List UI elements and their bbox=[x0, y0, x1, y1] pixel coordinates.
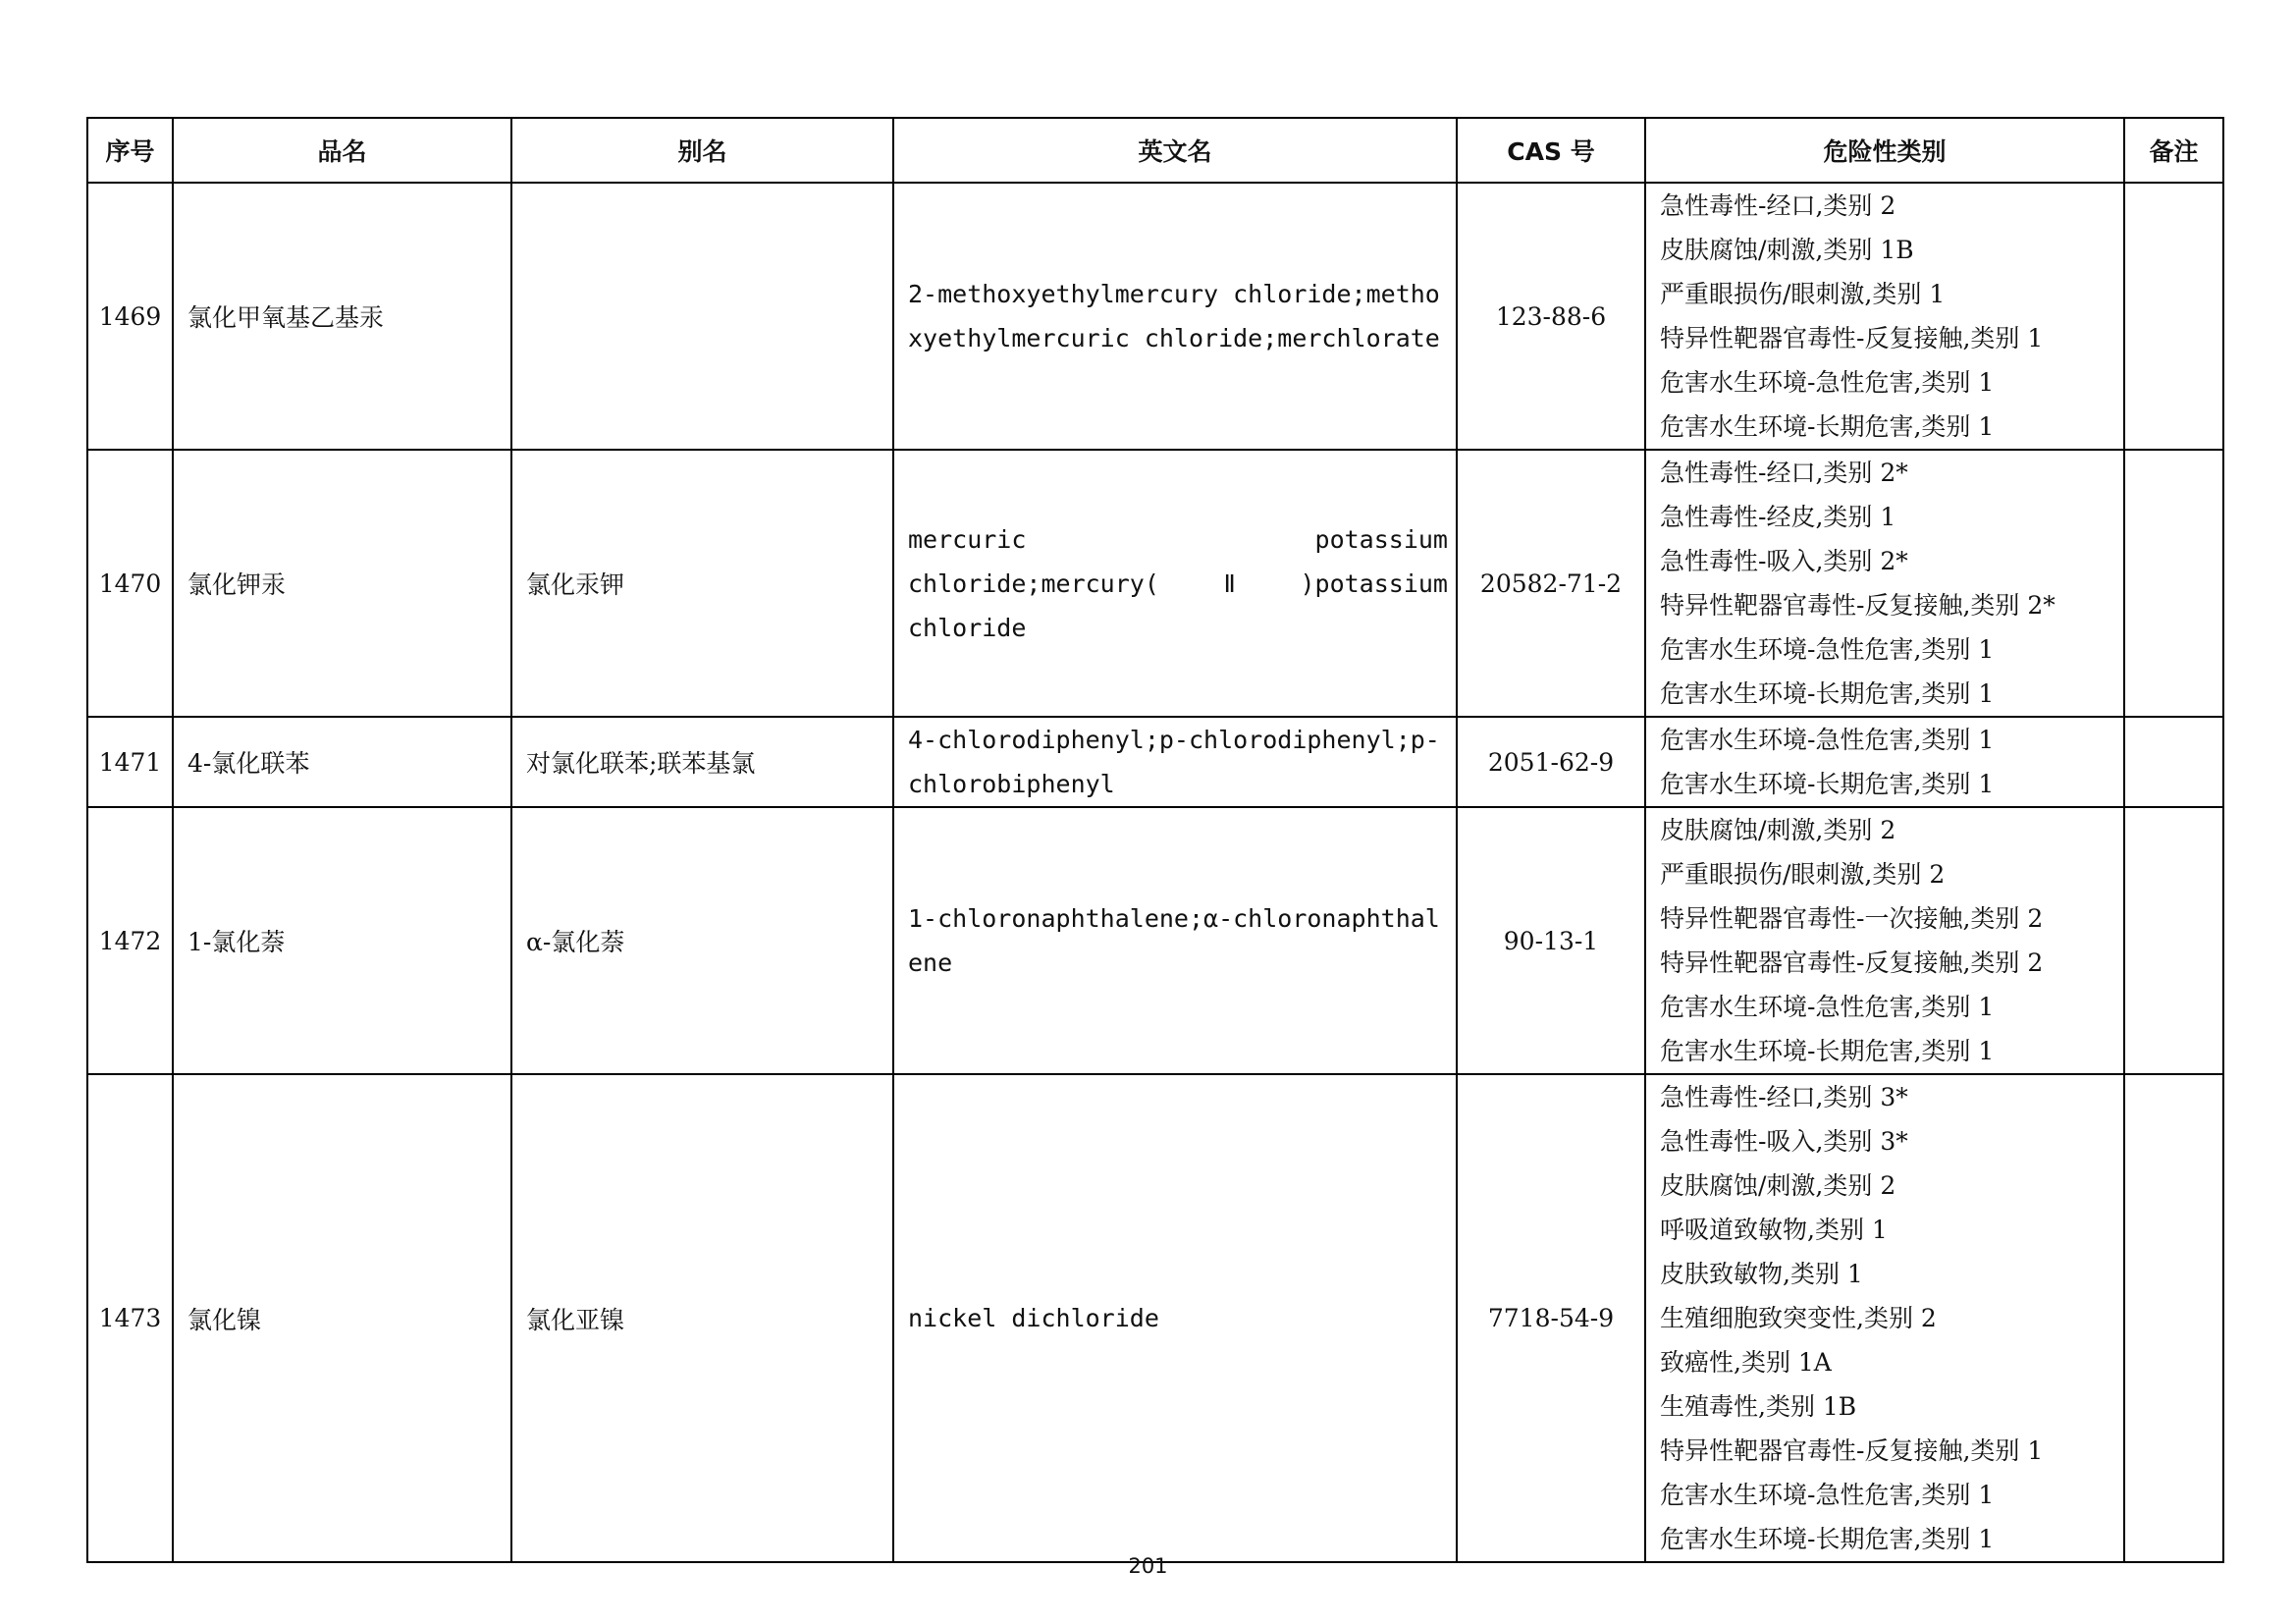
hazard-item: 严重眼损伤/眼刺激,类别 2 bbox=[1660, 860, 1946, 889]
hazard-item: 危害水生环境-长期危害,类别 1 bbox=[1660, 679, 1995, 708]
hazard-item: 生殖毒性,类别 1B bbox=[1660, 1392, 1857, 1421]
hazard-categories bbox=[1645, 450, 2124, 717]
hazard-item: 皮肤腐蚀/刺激,类别 2 bbox=[1660, 816, 1896, 844]
hazard-item: 皮肤致敏物,类别 1 bbox=[1660, 1260, 1863, 1288]
alias: 对氯化联苯;联苯基氯 bbox=[511, 717, 893, 807]
hazard-item: 皮肤腐蚀/刺激,类别 1B bbox=[1660, 236, 1914, 264]
english-name: 4-chlorodiphenyl;p-chlorodiphenyl;p-chlorobiphenyl bbox=[893, 717, 1457, 807]
remark bbox=[2124, 1074, 2223, 1562]
cas-number: 123-88-6 bbox=[1457, 183, 1645, 450]
hazard-item: 急性毒性-吸入,类别 2* bbox=[1660, 547, 1908, 575]
hazard-categories bbox=[1645, 1074, 2124, 1562]
hazard-item: 特异性靶器官毒性-反复接触,类别 1 bbox=[1660, 324, 2044, 352]
remark bbox=[2124, 450, 2223, 717]
hazard-categories bbox=[1645, 183, 2124, 450]
header-cas: CAS 号 bbox=[1457, 118, 1645, 183]
table-row bbox=[87, 450, 2223, 717]
header-row bbox=[87, 118, 2223, 183]
hazard-item: 急性毒性-吸入,类别 3* bbox=[1660, 1127, 1908, 1156]
hazard-item: 严重眼损伤/眼刺激,类别 1 bbox=[1660, 280, 1946, 308]
hazard-item: 危害水生环境-急性危害,类别 1 bbox=[1660, 726, 1995, 754]
hazard-item: 急性毒性-经口,类别 2 bbox=[1660, 191, 1896, 220]
hazard-item: 危害水生环境-长期危害,类别 1 bbox=[1660, 770, 1995, 798]
hazard-item: 危害水生环境-长期危害,类别 1 bbox=[1660, 1037, 1995, 1065]
remark bbox=[2124, 717, 2223, 807]
table-row bbox=[87, 807, 2223, 1074]
english-name: nickel dichloride bbox=[893, 1074, 1457, 1562]
row-number: 1470 bbox=[87, 450, 173, 717]
alias bbox=[511, 183, 893, 450]
hazard-categories bbox=[1645, 717, 2124, 807]
product-name: 1-氯化萘 bbox=[173, 807, 511, 1074]
table-row bbox=[87, 717, 2223, 807]
header-alias: 别名 bbox=[511, 118, 893, 183]
row-number: 1469 bbox=[87, 183, 173, 450]
hazard-item: 危害水生环境-长期危害,类别 1 bbox=[1660, 1525, 1995, 1553]
english-name: 1-chloronaphthalene;α-chloronaphthalene bbox=[893, 807, 1457, 1074]
hazard-item: 危害水生环境-急性危害,类别 1 bbox=[1660, 993, 1995, 1021]
header-english: 英文名 bbox=[893, 118, 1457, 183]
hazard-item: 危害水生环境-急性危害,类别 1 bbox=[1660, 635, 1995, 664]
hazard-item: 特异性靶器官毒性-反复接触,类别 2 bbox=[1660, 948, 2044, 977]
hazard-item: 急性毒性-经皮,类别 1 bbox=[1660, 503, 1896, 531]
header-name: 品名 bbox=[173, 118, 511, 183]
hazard-item: 危害水生环境-急性危害,类别 1 bbox=[1660, 368, 1995, 397]
hazard-item: 急性毒性-经口,类别 2* bbox=[1660, 459, 1908, 487]
hazard-item: 生殖细胞致突变性,类别 2 bbox=[1660, 1304, 1937, 1332]
remark bbox=[2124, 807, 2223, 1074]
row-number: 1471 bbox=[87, 717, 173, 807]
hazard-item: 皮肤腐蚀/刺激,类别 2 bbox=[1660, 1171, 1896, 1200]
table-row bbox=[87, 183, 2223, 450]
cas-number: 20582-71-2 bbox=[1457, 450, 1645, 717]
product-name: 氯化甲氧基乙基汞 bbox=[173, 183, 511, 450]
alias: 氯化亚镍 bbox=[511, 1074, 893, 1562]
hazard-item: 致癌性,类别 1A bbox=[1660, 1348, 1832, 1377]
page-number: 201 bbox=[1128, 1554, 1168, 1578]
hazard-item: 危害水生环境-急性危害,类别 1 bbox=[1660, 1481, 1995, 1509]
row-number: 1472 bbox=[87, 807, 173, 1074]
english-name: mercuric potassium chloride;mercury(Ⅱ)potassium chloride bbox=[893, 450, 1457, 717]
hazard-item: 急性毒性-经口,类别 3* bbox=[1660, 1083, 1908, 1111]
alias: 氯化汞钾 bbox=[511, 450, 893, 717]
hazard-item: 呼吸道致敏物,类别 1 bbox=[1660, 1216, 1888, 1244]
hazard-item: 危害水生环境-长期危害,类别 1 bbox=[1660, 412, 1995, 441]
product-name: 氯化镍 bbox=[173, 1074, 511, 1562]
table-row bbox=[87, 1074, 2223, 1562]
english-name: 2-methoxyethylmercury chloride;methoxyethylmercuric chloride;merchlorate bbox=[893, 183, 1457, 450]
cas-number: 2051-62-9 bbox=[1457, 717, 1645, 807]
table-header bbox=[87, 118, 2223, 183]
hazard-categories bbox=[1645, 807, 2124, 1074]
remark bbox=[2124, 183, 2223, 450]
header-hazard: 危险性类别 bbox=[1645, 118, 2124, 183]
hazardous-chemicals-table bbox=[86, 117, 2224, 1563]
row-number: 1473 bbox=[87, 1074, 173, 1562]
table-body bbox=[87, 183, 2223, 1562]
hazard-item: 特异性靶器官毒性-一次接触,类别 2 bbox=[1660, 904, 2044, 933]
cas-number: 90-13-1 bbox=[1457, 807, 1645, 1074]
product-name: 4-氯化联苯 bbox=[173, 717, 511, 807]
cas-number: 7718-54-9 bbox=[1457, 1074, 1645, 1562]
hazard-item: 特异性靶器官毒性-反复接触,类别 2* bbox=[1660, 591, 2056, 620]
hazard-item: 特异性靶器官毒性-反复接触,类别 1 bbox=[1660, 1436, 2044, 1465]
product-name: 氯化钾汞 bbox=[173, 450, 511, 717]
header-no: 序号 bbox=[87, 118, 173, 183]
header-remark: 备注 bbox=[2124, 118, 2223, 183]
alias: α-氯化萘 bbox=[511, 807, 893, 1074]
